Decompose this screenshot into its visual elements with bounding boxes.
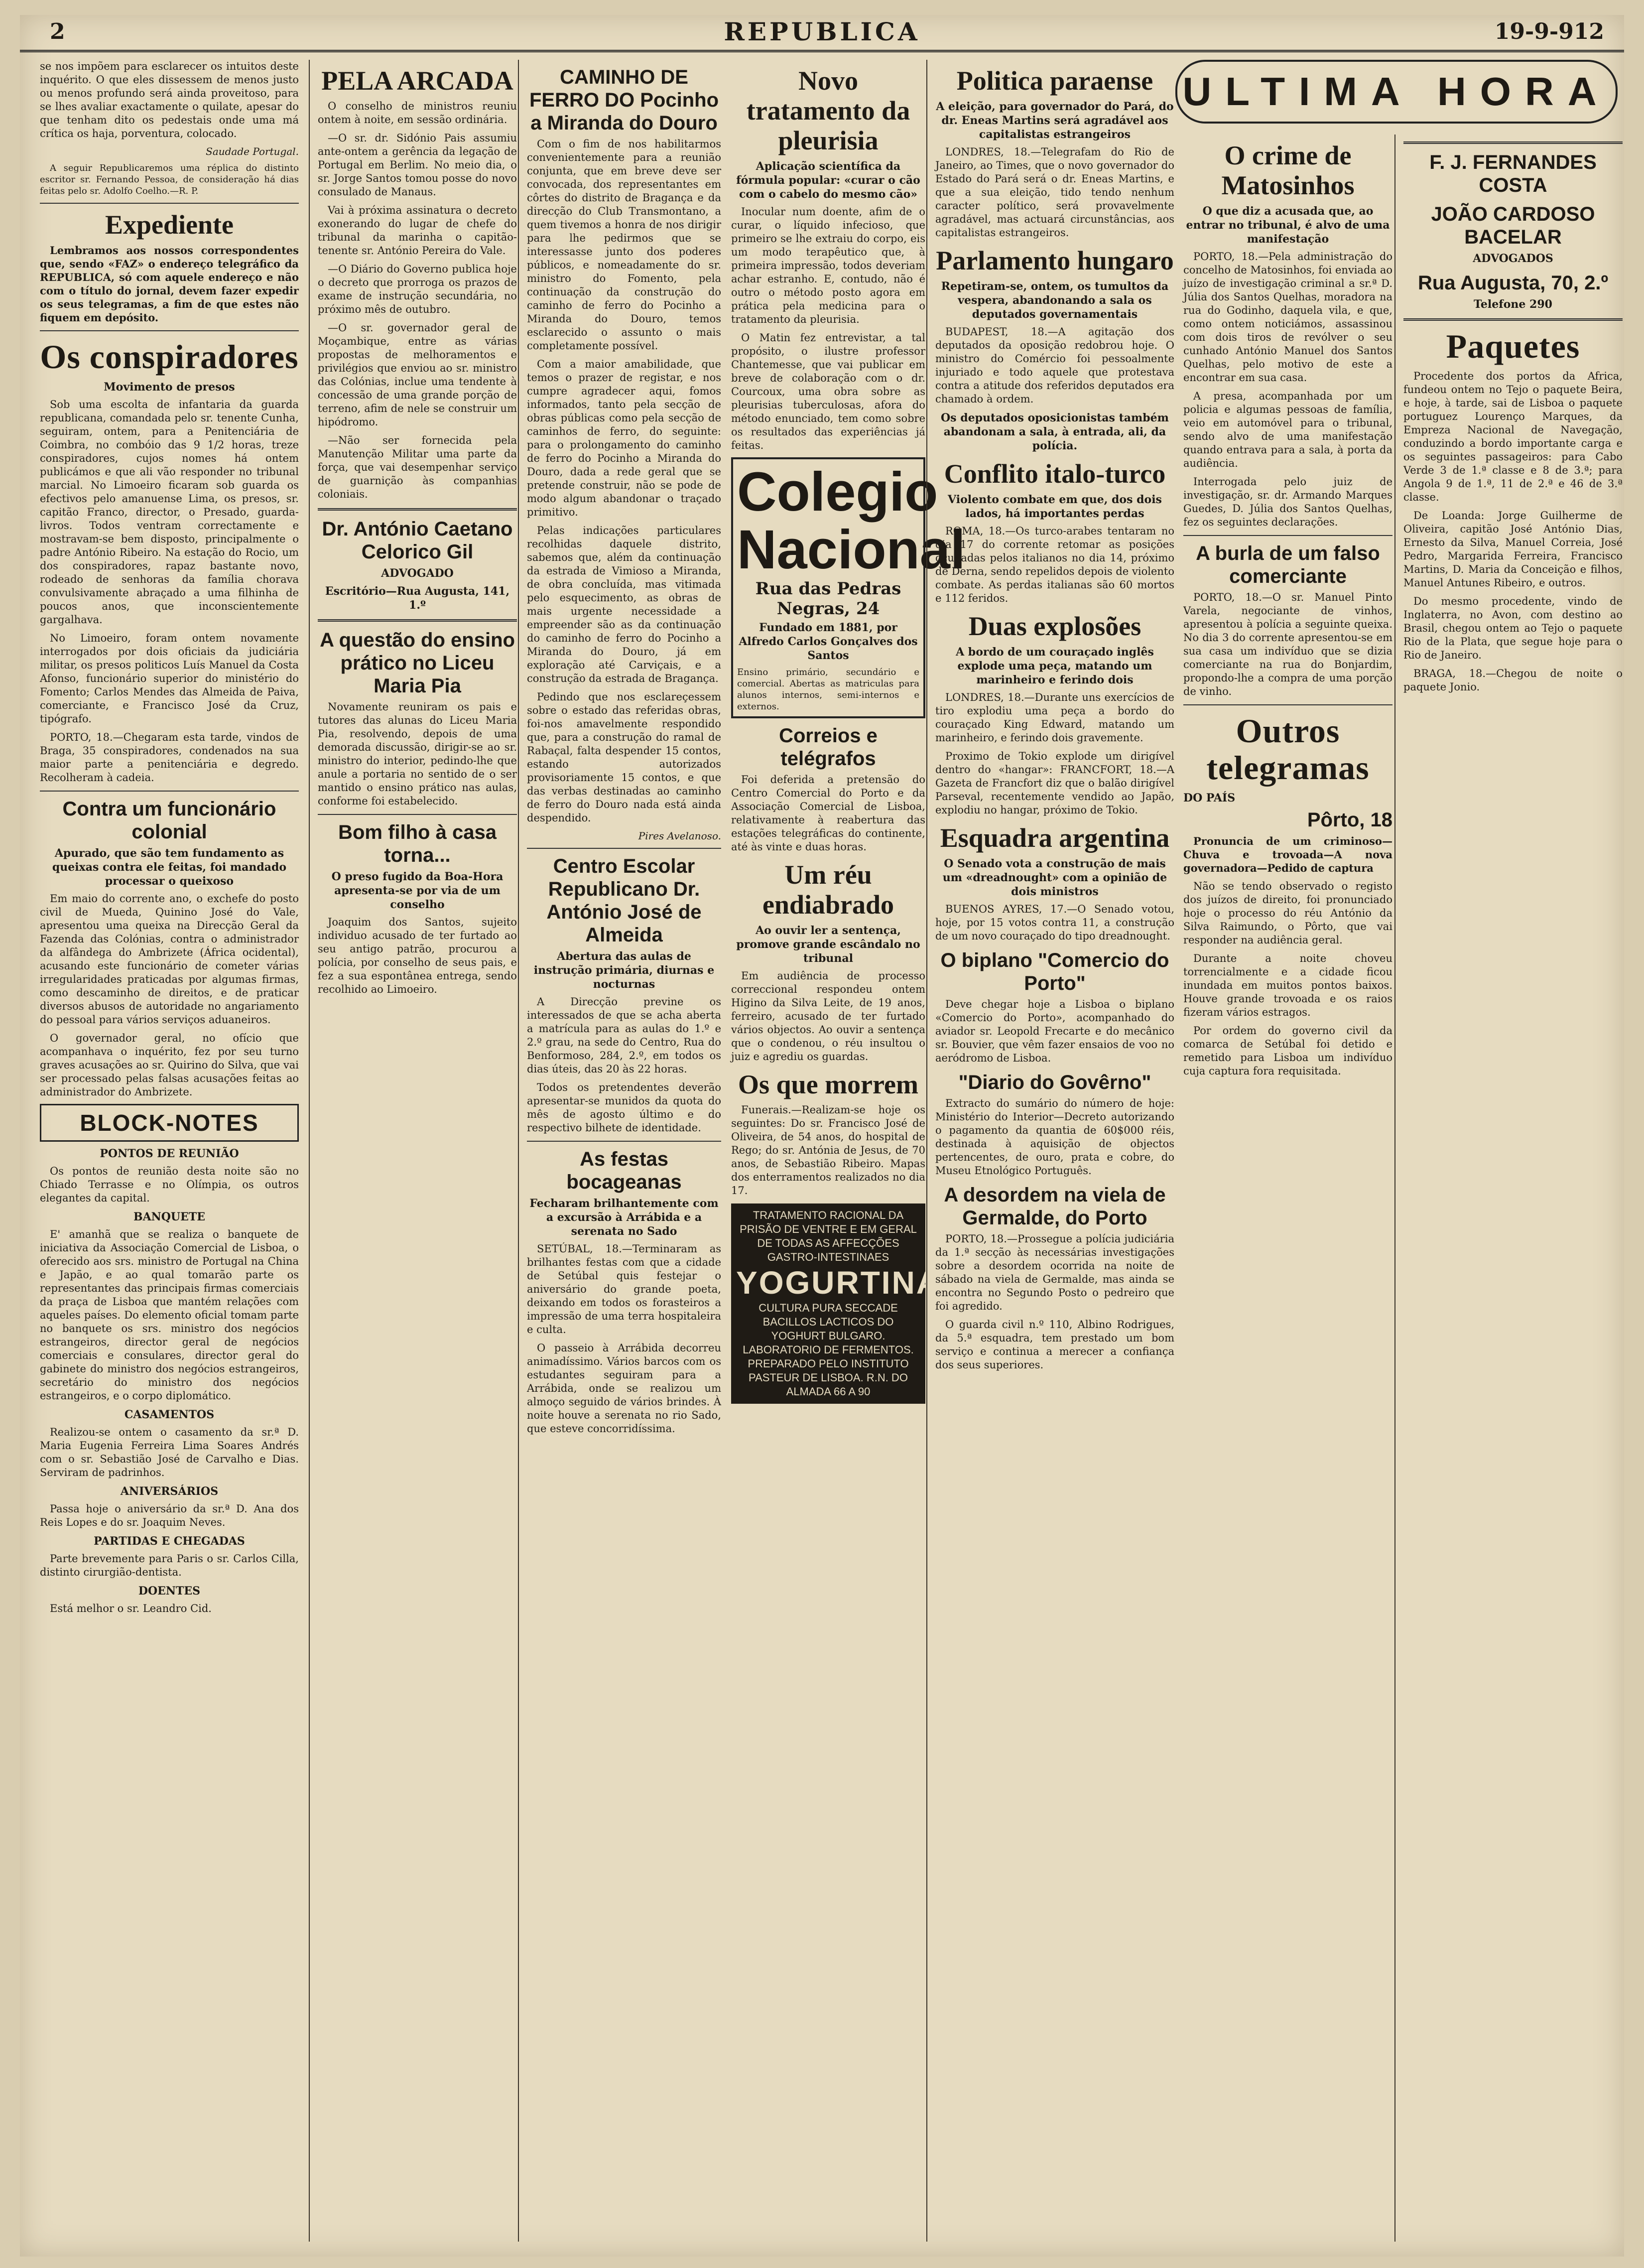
ferro-text: Com o fim de nos habilitarmos convenientemente para a reunião conjunta, que em breve deve ser convocada, dos representantes em côrtes do distrito de Bragança e da direcção do Club Transmontano, a quem tivemos a honra de nos dirigir para lhe pedirmos que se interessasse junto dos poderes públicos, e nomeadamente do sr. ministro do Fomento, pela continuação da construção do caminho de ferro do Pocinho a Miranda do Douro, temos esclarecido o assunto o mais completamente possível.: [527, 138, 721, 352]
filho-text: Joaquim dos Santos, sujeito individuo acusado de ter furtado ao seu antigo patrão, procurou a polícia, por conselho de seus pais, e fez a sua espontânea entrega, sendo recolhido ao Limoeiro.: [318, 916, 517, 995]
paraense-subtitle: A eleição, para governador do Pará, do dr. Eneas Martins será agradável aos capitalistas estrangeiros: [936, 100, 1174, 141]
ferro-text-2: Com a maior amabilidade, que temos o prazer de registar, e nos cumpre agradecer aqui, fomos informados, tanto pela secção de obras públicas como pela secção de caminhos de ferro, do seguinte: para o prolongamento do caminho de ferro do Pocinho a Miranda do Douro, dada a rede geral que se pretende construir, não se pode de modo algum abandonar o traçado primitivo.: [527, 358, 721, 518]
ultima-hora-label: ULTIMA HORA: [1182, 69, 1611, 114]
column-3-left: [527, 60, 721, 1441]
paquetes-text-4: BRAGA, 18.—Chegou de noite o paquete Jonio.: [1403, 667, 1623, 693]
telegramas-subtitle: DO PAÍS: [1183, 792, 1236, 804]
morrem-title: Os que morrem: [738, 1069, 918, 1099]
desordem-title: A desordem na viela de Germalde, do Porto: [944, 1184, 1166, 1229]
biplano-text: Deve chegar hoje a Lisboa o biplano «Comercio do Porto», acompanhado do aviador sr. Leopold Frecarte e do mecânico sr. Bouvier, que vêm fazer ensaios de voo no aeródromo de Lisboa.: [935, 998, 1174, 1064]
costa-title: F. J. FERNANDES COSTA: [1429, 151, 1597, 196]
conflito-subtitle: Violento combate em que, dos dois lados, há importantes perdas: [948, 493, 1162, 520]
porto-dateline: Pôrto, 18: [1307, 809, 1392, 831]
colegio-name: Colegio Nacional: [737, 461, 966, 580]
divider: [527, 1141, 721, 1142]
conflito-text: ROMA, 18.—Os turco-arabes tentaram no dia 17 do corrente retomar as posições ocupadas pelos italianos no dia 14, próximo de Derna, sendo repelidos depois de violento combate. As perdas italianas são 60 mortos e 112 feridos.: [935, 525, 1174, 604]
divider: [318, 508, 517, 511]
yogurtina-bottom: CULTURA PURA SECCADE BACILLOS LACTICOS DO YOGHURT BULGARO. LABORATORIO DE FERMENTOS. PREPARADO PELO INSTITUTO PASTEUR DE LISBOA. R.N. DO ALMADA 66 A 90: [743, 1302, 914, 1398]
yogurtina-name: YOGURTINA: [736, 1265, 941, 1301]
block-notes-subtitle: PONTOS DE REUNIÃO: [100, 1147, 239, 1160]
column-1: [40, 60, 299, 2242]
divider: [1403, 141, 1623, 144]
desordem-text-2: O guarda civil n.º 110, Albino Rodrigues, da 5.ª esquadra, tem prestado um bom serviço e continua a merecer a confiança dos seus superiores.: [935, 1319, 1174, 1371]
telegramas-summary: Pronuncia de um criminoso—Chuva e trovoada—A nova governadora—Pedido de captura: [1183, 835, 1392, 874]
festas-subtitle: Fecharam brilhantemente com a excursão à Arrábida e a serenata no Sado: [529, 1197, 719, 1238]
esquadra-text: BUENOS AYRES, 17.—O Senado votou, hoje, por 15 votos contra 11, a construção de um novo couraçado do tipo dreadnought.: [935, 903, 1174, 942]
conspiradores-text: Sob uma escolta de infantaria da guarda republicana, comandada pelo sr. tenente Cunha, seguiram, ontem, para a Penitenciária de Coimbra, no combóio das 9 1/2 horas, treze conspiradores, cujos nomes há ontem publicámos e que ali vão responder no tribunal marcial. No Limoeiro ficaram sob guarda os efectivos pelo amanuense Lima, os presos, sr. capitão Franco, director, o Presado, guarda-livros. Todos ventram correctamente e mostravam-se bem disposto, principalmente o padre António Ribeiro. Na estação do Rocio, um dos conspiradores, rapaz bastante novo, rodeado de senhoras da família chorava convulsivamente abraçado a uma filhinha de poucos anos, que inconscientemente gargalhava.: [40, 399, 299, 626]
column-3-split: [527, 60, 966, 1441]
arcada-text-6: —Não ser fornecida pela Manutenção Militar uma parte da força, que vai desempenhar serviço de guarnição às companhias coloniais.: [318, 434, 517, 500]
ferro-title: CAMINHO DE FERRO DO Pocinho a Miranda do Douro: [529, 66, 719, 134]
expediente-text: Lembramos aos nossos correspondentes que, sendo «FAZ» o endereço telegráfico da REPUBLICA, só com aquele endereço e não com o título do jornal, devem fazer expedir os seus telegramas, a fim de que estes não fiquem em depósito.: [40, 244, 299, 324]
falso-title: A burla de um falso comerciante: [1196, 542, 1380, 587]
explosoes-subtitle: A bordo de um couraçado inglês explode uma peça, matando um marinheiro e ferindo dois: [956, 646, 1154, 686]
column-5: [1175, 134, 1392, 2242]
explosoes-text: LONDRES, 18.—Durante uns exercícios de tiro explodiu uma peça a bordo do couraçado King Edward, matando um marinheiro, e ferindo dois gravemente.: [935, 691, 1174, 744]
diario-text: Extracto do sumário do número de hoje: Ministério do Interior—Decreto autorizando o pagamento da quantia de 60$000 réis, destinada à aquisição de objectos pertencentes, de ouro, prata e cobre, do Museu Etnológico Português.: [935, 1097, 1174, 1177]
celorico-address: Escritório—Rua Augusta, 141, 1.º: [325, 585, 510, 612]
colegio-address: Rua das Pedras Negras, 24: [755, 579, 901, 619]
paquetes-text-2: De Loanda: Jorge Guilherme de Oliveira, capitão José António Dias, Ernesto da Silva, Manuel Correia, José Pedro, Margarida Ferreira, Francisco Martins, D. Maria da Conceição e filhos, Manuel Antunes Ribeiro, e outros.: [1403, 510, 1623, 589]
ensino-text: Novamente reuniram os pais e tutores das alunas do Liceu Maria Pia, resolvendo, depois de uma demorada discussão, dirigir-se ao sr. ministro do interior, pedindo-lhe que anule a portaria no sentido de o ser mantido o ensino prático nas aulas, conforme foi estabelecido.: [318, 701, 517, 807]
arcada-text-5: —O sr. governador geral de Moçambique, entre as várias propostas de melhoramentos e privilégios que enviou ao sr. ministro das Colónias, inclue uma tendente à concessão de uma grande porção de terreno, afim de nele se construir um hipódromo.: [318, 322, 517, 428]
correios-title: Correios e telégrafos: [779, 725, 878, 770]
crime-text-3: Interrogada pelo juiz de investigação, sr. dr. Armando Marques Guedes, D. Júlia dos Santos Quelhas, fez os seguintes declarações.: [1183, 476, 1392, 528]
masthead: [20, 15, 1624, 52]
divider: [1403, 318, 1623, 321]
conspiradores-title: Os conspiradores: [40, 338, 299, 376]
esquadra-title: Esquadra argentina: [940, 823, 1170, 853]
arcada-text: O conselho de ministros reuniu ontem à noite, em sessão ordinária.: [318, 100, 517, 126]
ultima-hora-banner: [1175, 60, 1618, 124]
issue-date: 19-9-912: [1494, 19, 1604, 44]
divider: [1183, 704, 1392, 705]
explosoes-text-2: Proximo de Tokio explode um dirigível dentro do «hangar»: FRANCFORT, 18.—A Gazeta de Francfort diz que o balão dirigível Parseval, recentemente vendido ao Japão, explodiu no hangar, próximo de Tokio.: [935, 750, 1174, 816]
festas-text-2: O passeio à Arrábida decorreu animadíssimo. Vários barcos com os estudantes seguiram para a Arrábida, onde se realizou um almoço seguido de vários brindes. À noite houve a serenata no rio Sado, que esteve concorridíssima.: [527, 1342, 721, 1435]
crime-subtitle: O que diz a acusada que, ao entrar no tribunal, é alvo de uma manifestação: [1186, 205, 1390, 246]
doentes-text: Está melhor o sr. Leandro Cid.: [50, 1602, 212, 1614]
crime-title: O crime de Matosinhos: [1221, 140, 1355, 200]
banquete-text: E' amanhã que se realiza o banquete de iniciativa da Associação Comercial de Lisboa, o oferecido aos srs. ministro de Portugal na China e Japão, e ao qual tomarão parte os representantes das principais firmas comerciais da praça de Lisboa que mantém relações com aqueles países. Do elemento oficial tomam parte no banquete os srs. ministro dos negócios estrangeiros, director geral de negócios comerciais e consulares, director geral do gabinete do ministro dos negócios estrangeiros, secretário do ministro dos negócios estrangeiros, e o corpo diplomático.: [40, 1228, 299, 1402]
telegramas-text-3: Durante a noite choveu torrencialmente e a cidade ficou inundada em muitos pontos baixos. Houve grande trovoada e os raios fizeram vários estragos.: [1183, 952, 1392, 1018]
celorico-role: ADVOGADO: [381, 567, 454, 580]
celorico-title: Dr. António Caetano Celorico Gil: [322, 518, 513, 563]
paraense-title: Politica paraense: [956, 66, 1153, 96]
banquete-heading: BANQUETE: [133, 1210, 206, 1223]
filho-title: Bom filho à casa torna...: [338, 821, 497, 866]
colonial-text: Em maio do corrente ano, o exchefe do posto civil de Mueda, Quinino José do Vale, apresentou uma queixa na Direcção Geral da Fazenda das Colónias, contra o administrador da alfândega do Ambrizete (África ocidental), acusando este funcionário de cometer várias irregularidades praticadas por algumas firmas, como descaminho de direitos, e de praticar diversos abusos de autoridade no angariamento do pessoal para vários serviços aduaneiros.: [40, 893, 299, 1026]
ferro-text-3: Pelas indicações particulares recolhidas daquele distrito, sabemos que, além da continuação da estrada de Vimioso a Miranda, de obra concluída, mas vitimada pelo esquecimento, as obras de mais urgente necessidade a empreender são as da continuação do caminho de ferro do Pocinho a Miranda do Douro, já em exploração até Carviçais, e a construção da estrada de Bragança.: [527, 525, 721, 684]
centro-subtitle: Abertura das aulas de instrução primária, diurnas e nocturnas: [533, 950, 715, 991]
block-notes-title: BLOCK-NOTES: [80, 1110, 259, 1136]
conflito-title: Conflito italo-turco: [944, 459, 1166, 489]
doentes-heading: DOENTES: [138, 1585, 201, 1598]
pleurisia-subtitle: Aplicação scientífica da fórmula popular: «curar o cão com o cabelo do mesmo cão»: [736, 160, 920, 201]
divider: [527, 848, 721, 849]
reu-subtitle: Ao ouvir ler a sentença, promove grande escândalo no tribunal: [736, 924, 920, 965]
newspaper-page: [20, 15, 1624, 2257]
pleurisia-text: Inocular num doente, afim de o curar, o líquido infecioso, que primeiro se lhe extraiu do corpo, eis um modo terapêutico que, à primeira impressão, todos deveriam achar estranho. E, contudo, não é outro o método posto agora em prática pela medicina para o tratamento da pleurisia.: [731, 206, 925, 325]
arcada-text-4: —O Diário do Governo publica hoje o decreto que prorroga os prazos de exame de instrução secundária, no próximo mês de outubro.: [318, 263, 517, 315]
divider: [318, 619, 517, 622]
arcada-title: PELA ARCADA: [321, 66, 513, 96]
paquetes-text: Procedente dos portos da Africa, fundeou ontem no Tejo o paquete Beira, e hoje, à tarde, sai de Lisboa o paquete portuguez Lourenço Marques, da Empreza Nacional de Navegação, conduzindo a bordo importante carga e os seguintes passageiros: para Cabo Verde 3 de 1.ª classe e 8 de 3.ª; para Angola 9 de 1.ª, 11 de 2.ª e 46 de 3.ª classe.: [1403, 370, 1623, 503]
partidas-heading: PARTIDAS E CHEGADAS: [94, 1535, 245, 1548]
divider: [318, 814, 517, 815]
centro-title: Centro Escolar Republicano Dr. António José de Almeida: [546, 855, 702, 946]
paquetes-text-3: Do mesmo procedente, vindo de Inglaterra, no Avon, com destino ao Brasil, chegou ontem ao Tejo o paquete Rio de la Plata, que segue hoje para o Rio de Janeiro.: [1403, 595, 1623, 661]
advogados-label: ADVOGADOS: [1473, 252, 1553, 265]
ferro-text-4: Pedindo que nos esclareçessem sobre o estado das referidas obras, foi-nos amavelmente respondido que, para a construção do ramal de Rabaçal, falta despender 15 contos, estando autorizados provisoriamente 15 contos, e que das verbas destinadas ao caminho de ferro do Douro nada está ainda despendido.: [527, 691, 721, 824]
reu-title: Um réu endiabrado: [762, 860, 894, 920]
esquadra-subtitle: O Senado vota a construção de mais um «dreadnought» com a opinião de dois ministros: [942, 857, 1167, 898]
morrem-text: Funerais.—Realizam-se hoje os seguintes: Do sr. Francisco José de Oliveira, de 54 anos, do hospital de Rego; do sr. Antónia de Jesus, de 70 anos, de Sebastião Ribeiro. Mapas dos enterramentos realizados no dia 17.: [731, 1104, 925, 1197]
diario-title: "Diario do Govêrno": [958, 1071, 1151, 1093]
desordem-text: PORTO, 18.—Prossegue a polícia judiciária da 1.ª secção às necessárias investigações sobre a desordem ocorrida na noite de sábado na viela de Germalde, mas ainda se encontra no Segundo Posto o pedreiro que foi agredido.: [935, 1233, 1174, 1312]
festas-title: As festas bocageanas: [566, 1148, 682, 1193]
colonial-title: Contra um funcionário colonial: [62, 798, 276, 843]
divider: [1183, 535, 1392, 536]
ensino-title: A questão do ensino prático no Liceu Maria Pia: [320, 629, 515, 697]
column-4: [926, 60, 1174, 2242]
ferro-signature: Pires Avelanoso.: [638, 830, 721, 842]
conspiradores-subtitle: Movimento de presos: [104, 381, 235, 394]
editor-note: A seguir Republicaremos uma réplica do distinto escritor sr. Fernando Pessoa, de consideração há dias feitas pelo sr. Adolfo Coelho.—R. P.: [40, 163, 299, 196]
telegramas-text-4: Por ordem do governo civil da comarca de Setúbal foi detido e remetido para Lisboa um indivíduo cuja captura fora requisitada.: [1183, 1025, 1392, 1077]
colegio-founded: Fundado em 1881, por Alfredo Carlos Gonçalves dos Santos: [739, 621, 918, 662]
divider: [40, 791, 299, 792]
pleurisia-text-2: O Matin fez entrevistar, a tal propósito, o ilustre professor Chantemesse, que vai publicar em breve de colaboração com o dr. Courcoux, uma obra sobre as pleurisias tuberculosas, afora do método enunciado, tem como sobre os resultados das experiências já feitas.: [731, 332, 925, 451]
centro-text: A Direcção previne os interessados de que se acha aberta a matrícula para as aulas do 1.º e 2.º grau, na sede do Centro, Rua do Benformoso, 284, 2.º, em todos os dias úteis, das 20 às 22 horas.: [527, 996, 721, 1075]
newspaper-title: REPUBLICA: [724, 17, 920, 46]
colonial-subtitle: Apurado, que são tem fundamento as queixas contra ele feitas, foi mandado processar o queixoso: [52, 847, 287, 888]
advogados-address: Rua Augusta, 70, 2.º: [1417, 272, 1609, 294]
casamentos-heading: CASAMENTOS: [124, 1408, 215, 1421]
festas-text: SETÚBAL, 18.—Terminaram as brilhantes festas com que a cidade de Setúbal quis festejar o aniversário do grande poeta, deixando em todos os forasteiros a impressão de uma terra hospitaleira e culta.: [527, 1243, 721, 1335]
block-notes-text: Os pontos de reunião desta noite são no Chiado Terrasse e no Olímpia, os outros elegantes da capital.: [40, 1165, 299, 1204]
correios-text: Foi deferida a pretensão do Centro Comercial do Porto e da Associação Comercial de Lisboa, relativamente à reabertura das estações telegráficas do continente, até às vinte e duas horas.: [731, 774, 925, 853]
falso-text: PORTO, 18.—O sr. Manuel Pinto Varela, negociante de vinhos, apresentou à polícia a seguinte queixa. No dia 3 do corrente apresentou-se em sua casa um indivíduo que se dizia comerciante na rua do Bonjardim, propondo-lhe a compra de uma porção de vinho.: [1183, 591, 1392, 697]
expediente-title: Expediente: [105, 210, 234, 240]
crime-text-2: A presa, acompanhada por um policia e algumas pessoas de família, veio em automóvel para o tribunal, sendo alvo de uma manifestação quando entrava para a sala, à porta da audiência.: [1183, 390, 1392, 469]
filho-subtitle: O preso fugido da Boa-Hora apresenta-se por via de um conselho: [331, 870, 504, 911]
hungaro-text: BUDAPEST, 18.—A agitação dos deputados da oposição redobrou hoje. O ministro do Comércio foi pessoalmente injuriado e todo aquele que protestava contra a atitude dos referidos deputados era chamado à ordem.: [935, 326, 1174, 405]
telegramas-text-2: Não se tendo observado o registo dos juízos de direito, foi pronunciado hoje o processo do réu António da Silva Raimundo, o Pôrto, que vai responder na audiência geral.: [1183, 880, 1392, 946]
pleurisia-title: Novo tratamento da pleurisia: [746, 66, 910, 155]
paquetes-title: Paquetes: [1446, 327, 1580, 365]
block-notes-box: [40, 1104, 299, 1142]
article-intro: se nos impõem para esclarecer os intuitos deste inquérito. O que eles dissessem de menos justo ou menos profundo será ainda proveitoso, para se lhes avaliar exactamente o quilate, apesar do que tenham dito os pedestais onde uma má crítica os haja, porventura, colocado.: [40, 60, 299, 139]
yogurtina-ad: [731, 1203, 941, 1404]
colegio-ad: [731, 457, 966, 718]
page-number: 2: [50, 19, 65, 44]
yogurtina-top: TRATAMENTO RACIONAL DA PRISÃO DE VENTRE E EM GERAL DE TODAS AS AFFECÇÕES GASTRO-INTESTINAES: [740, 1209, 917, 1263]
column-3: [518, 60, 966, 2242]
column-3-right: [731, 60, 966, 1441]
colonial-text-2: O governador geral, no ofício que acompanhava o inquérito, fez por seu turno graves acusações ao sr. Quirino do Silva, que vai ser processado pelas falsas acusações feitas ao administrador do Ambrizete.: [40, 1032, 299, 1098]
bacelar-name: JOÃO CARDOSO BACELAR: [1431, 203, 1595, 248]
biplano-title: O biplano "Comercio do Porto": [940, 949, 1169, 994]
aniversarios-text: Passa hoje o aniversário da sr.ª D. Ana dos Reis Lopes e do sr. Joaquim Neves.: [40, 1503, 299, 1528]
colegio-text: Ensino primário, secundário e comercial. Abertas as matriculas para alunos internos, semi-internos e externos.: [737, 667, 919, 712]
centro-text-2: Todos os pretendentes deverão apresentar-se munidos da quota do mês de agosto último e do respectivo bilhete de identidade.: [527, 1081, 721, 1134]
divider: [40, 330, 299, 331]
porto-line: PORTO, 18.—Chegaram esta tarde, vindos de Braga, 35 conspiradores, condenados na sua maior parte a penitenciária e degredo. Recolheram à cadeia.: [40, 731, 299, 784]
article-signature: Saudade Portugal.: [206, 145, 299, 157]
crime-text: PORTO, 18.—Pela administração do concelho de Matosinhos, foi enviada ao juízo de investigação criminal a sr.ª D. Júlia dos Santos Quelhas, moradora na rua do Godinho, daquela vila, e que, como ontem noticiámos, assassinou com dois tiros de revólver o seu cunhado António Manuel dos Santos Quelhas, pelo motivo de este a encontrar em sua casa.: [1183, 251, 1392, 384]
divider: [40, 203, 299, 204]
hungaro-title: Parlamento hungaro: [936, 246, 1174, 275]
partidas-text: Parte brevemente para Paris o sr. Carlos Cilla, distinto cirurgião-dentista.: [40, 1553, 299, 1578]
paraense-text: LONDRES, 18.—Telegrafam do Rio de Janeiro, ao Times, que o novo governador do Estado do Pará será o dr. Eneas Martins, e que a sua eleição, tido tendo nenhum caracter político, será provavelmente agradável, mas actuará circunstâncias, aos capitalistas estrangeiros.: [935, 146, 1174, 239]
advogados-phone: Telefone 290: [1474, 298, 1552, 311]
conspiradores-text-2: No Limoeiro, foram ontem novamente interrogados por dois oficiais da judiciária militar, os presos politicos Luís Manuel da Costa Afonso, funcionário superior do ministério do Fomento; Carlos Mendes das Almeida de Paiva, comerciante, e Francisco José da Cruz, tipógrafo.: [40, 632, 299, 725]
aniversarios-heading: ANIVERSÁRIOS: [120, 1485, 219, 1498]
hungaro-text-2: Os deputados oposicionistas também abandonam a sala, à entrada, ali, da polícia.: [941, 411, 1169, 452]
telegramas-title: Outros telegramas: [1206, 712, 1370, 787]
arcada-text-3: Vai à próxima assinatura o decreto exonerando do lugar de chefe do tribunal da marinha o capitão-tenente sr. António Pereira do Vale.: [318, 204, 517, 257]
explosoes-title: Duas explosões: [968, 611, 1141, 641]
hungaro-subtitle: Repetiram-se, ontem, os tumultos da vespera, abandonando a sala os deputados governamentais: [941, 280, 1169, 321]
column-6: [1394, 134, 1623, 2242]
column-2: [309, 60, 517, 2242]
arcada-text-2: —O sr. dr. Sidónio Pais assumiu ante-ontem a gerência da legação de Portugal em Berlim. No meio dia, o sr. Jorge Santos tomou posse do novo consulado de Manaus.: [318, 132, 517, 198]
reu-text: Em audiência de processo correccional respondeu ontem Higino da Silva Leite, de 19 anos, ferreiro, acusado de ter furtado vários objectos. Ao ouvir a sentença que o condenou, o réu insultou o juiz e agrediu os guardas.: [731, 970, 925, 1063]
casamentos-text: Realizou-se ontem o casamento da sr.ª D. Maria Eugenia Ferreira Lima Soares Andrés com o sr. Sebastião José de Carvalho e Dias. Serviram de padrinhos.: [40, 1426, 299, 1478]
